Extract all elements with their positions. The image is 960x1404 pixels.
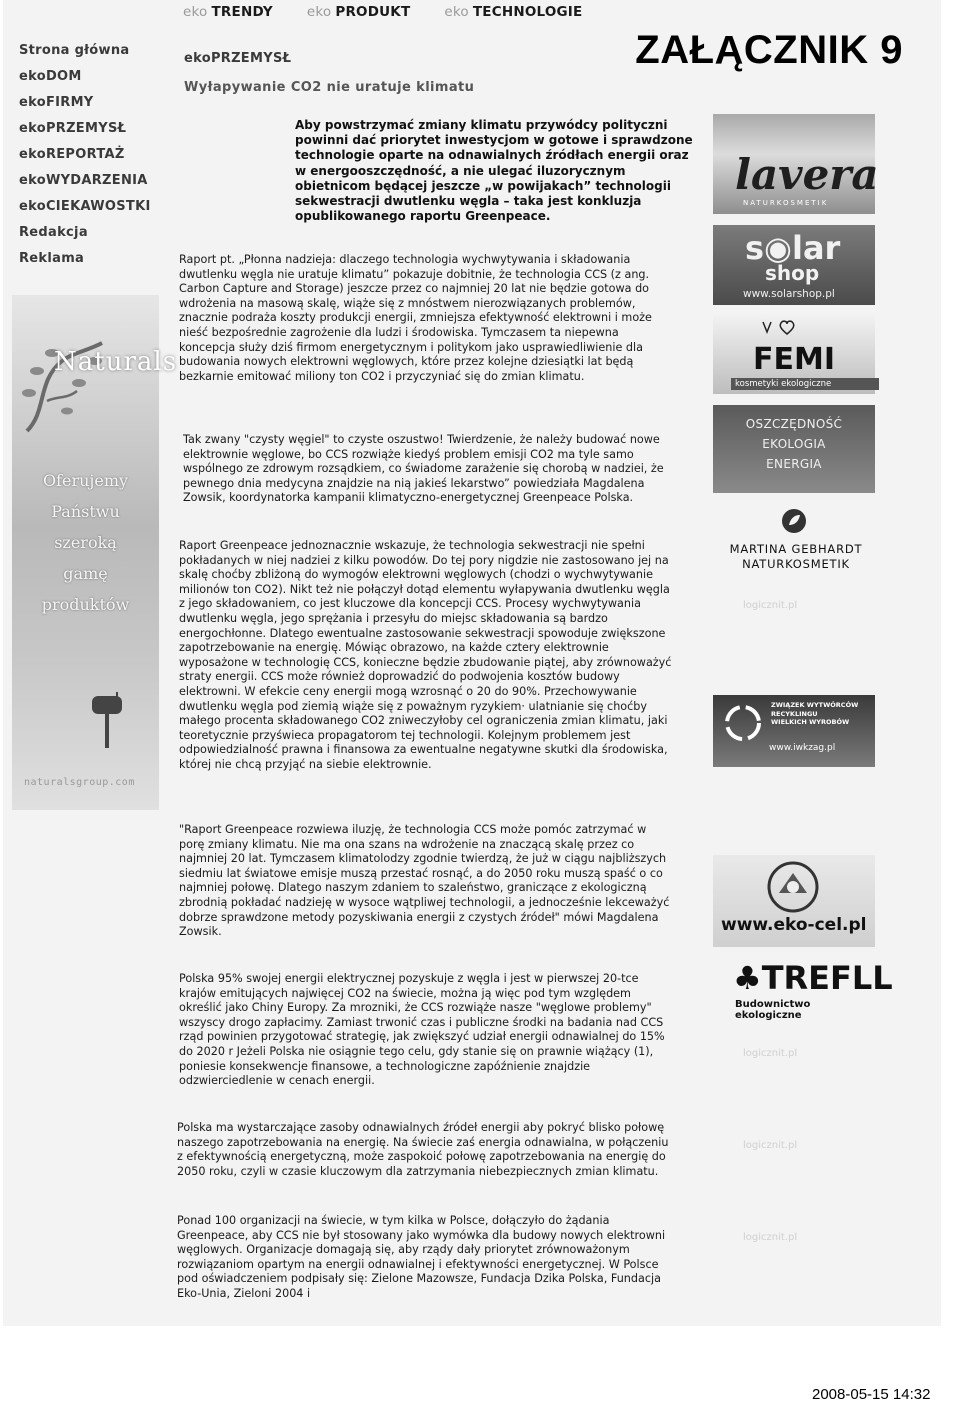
faded-label: logicznit.pl bbox=[743, 600, 798, 611]
femi-subtitle: kosmetyki ekologiczne bbox=[731, 378, 879, 390]
oszcz-line: EKOLOGIA bbox=[762, 437, 826, 451]
solar-logo: s◉lar bbox=[745, 229, 841, 267]
heart-icon bbox=[757, 318, 797, 338]
oszcz-line: OSZCZĘDNOŚĆ bbox=[745, 417, 843, 431]
solar-shop: shop bbox=[765, 261, 820, 285]
ad-femi[interactable] bbox=[713, 312, 875, 394]
femi-logo: FEMI bbox=[753, 342, 836, 377]
ad-recycling[interactable] bbox=[713, 695, 875, 767]
section-title: ekoPRZEMYSŁ bbox=[184, 51, 292, 66]
article-lead: Aby powstrzymać zmiany klimatu przywódcy polityczni powinni dać priorytet inwestycjom w gotowe i sprawdzone technologie oparte na odnawialnych źródłach energii oraz w energooszczędność, a nie ulegać iluzorycznym obietnicom będącej jeszcze „w powijakach” technologii sekwestracji dwutlenku węgla – taka jest konkluzja opublikowanego raportu Greenpeace. bbox=[295, 118, 693, 224]
nav-reklama[interactable]: Reklama bbox=[19, 251, 85, 266]
ad-trefl[interactable] bbox=[713, 957, 893, 1021]
trefl-subtitle: Budownictwo ekologiczne bbox=[735, 999, 811, 1021]
martina-name: MARTINA GEBHARDT NATURKOSMETIK bbox=[729, 542, 863, 571]
nav-strona-glowna[interactable]: Strona główna bbox=[19, 43, 130, 58]
faded-label: logicznit.pl bbox=[743, 1140, 798, 1151]
naturals-logo: Naturals bbox=[54, 347, 178, 377]
left-nav bbox=[19, 43, 179, 277]
mailbox-icon bbox=[90, 690, 124, 750]
article-paragraph: Polska ma wystarczające zasoby odnawialnych źródeł energii aby pokryć blisko połowę naszego zapotrzebowania na energię. Na świecie zaś energia odnawialna, w połączeniu z efektywnością energetyczną, może zaspokoić połowę zapotrzebowania na energię do 2050 roku, czyli w czasie kluczowym dla zatrzymania niebezpiecznych zmian klimatu. bbox=[177, 1121, 669, 1178]
nav-ekodom[interactable]: ekoDOM bbox=[19, 69, 82, 84]
leaf-icon bbox=[781, 508, 807, 534]
article-paragraph: Raport Greenpeace jednoznacznie wskazuje, że technologia sekwestracji nie spełni pokładanych w niej nadziei z kilku powodów. Do tej pory nigdzie nie zastosowano jej na skalę choćby zbliżoną do wymogów elektrowni węglowych (chodzi o wychwytywanie milionów ton CO2). Nikt też nie połączył dotąd elementu wyłapywania dwutlenku węgla z jego składowaniem, co jest kluczowe dla koncepcji CCS. Procesy wychwytywania dwutlenku węgla, jego sprężania i przesyłu do miejsc składowania są bardzo energochłonne. Dlatego ewentualne zastosowanie sekwestracji spowoduje zwiększone zapotrzebowanie na energię. Mówiąc obrazowo, na każde cztery elektrownie wyposażone w technologię CCS, konieczne będzie zbudowanie piątej, aby zrównoważyć straty energii. CCS może również doprowadzić do podwojenia kosztów budowy elektrowni. W efekcie ceny energii mogą wzrosnąć o 20 do 90%. Przechowywanie dwutlenku węgla pod ziemią wiąże się z poważnym ryzykiem· ulatnianie się choćby małego procenta składowanego CO2 zniweczyłoby cel ograniczenia zmian klimatu, jaki teoretycznie przyświeca propagatorom tej technologii. Kolejnym problemem jest odpowiedzialność prawna i finansowa za ewentualne negatywne skutki dla środowiska, której nie chcą przyjąć na siebie elektrownie. bbox=[179, 539, 672, 771]
ad-oszczednosc[interactable] bbox=[713, 405, 875, 493]
nav-ekofirmy[interactable]: ekoFIRMY bbox=[19, 95, 94, 110]
lavera-logo: lavera bbox=[735, 150, 879, 199]
banner-url: naturalsgroup.com bbox=[24, 777, 135, 788]
nav-ekoreportaz[interactable]: ekoREPORTAŻ bbox=[19, 147, 125, 162]
article-paragraph: Raport pt. „Płonna nadzieja: dlaczego technologia wychwytywania i składowania dwutlenku węgla nie uratuje klimatu” pokazuje dobitnie, że technologia CCS (z ang. Carbon Capture and Storage) jeszcze przez co najmniej 20 lat nie będzie gotowa do wdrożenia na masową skalę, wiąże się z mnóstwem nierozwiązanych problemów, znacznie podraża koszty produkcji energii, zmniejsza efektywność elektrowni i może nieść bezpośrednie zagrożenie dla ludzi i środowiska. Tymczasem ta niepewna koncepcja służy dziś firmom energetycznym i politykom jako usprawiedliwienie dla budowania nowych elektrowni węglowych, które przez kolejne dziesiątki lat będą bezkarnie emitować miliony ton CO2 i przyczyniać się do zmian klimatu. bbox=[179, 253, 652, 383]
recycling-url: www.iwkzag.pl bbox=[769, 743, 836, 753]
naturals-banner[interactable] bbox=[12, 295, 178, 810]
trefl-logo: ♣TREFLL bbox=[733, 959, 893, 997]
ad-eko-cel[interactable] bbox=[713, 855, 875, 947]
top-nav-technologie[interactable]: eko TECHNOLOGIE bbox=[444, 4, 583, 20]
article-paragraph: Polska 95% swojej energii elektrycznej pozyskuje z węgla i jest w pierwszej 20-tce krajów emitujących najwięcej CO2 na świecie, można ją więc pod tym względem określić jako Chiny Europy. Za mrozniki, że CCS rozwiąże nasze "węglowe problemy" wszyscy drogo zapłacimy. Zamiast trwonić czas i publiczne środki na badania nad CCS rząd powinien przygotować strategię, jak zwiększyć udział energii odnawialnej do 15% do 2020 r Jeżeli Polska nie osiągnie tego celu, gdy stanie się on prawnie wiążący (1), poniesie konsekwencje finansowe, a technologiczne zapóźnienie znajdzie odzwierciedlenie w cenach energii. bbox=[179, 972, 665, 1088]
ekocentrum-logo-icon bbox=[753, 857, 833, 917]
faded-label: logicznit.pl bbox=[743, 1048, 798, 1059]
clover-icon: ♣ bbox=[733, 959, 762, 997]
lavera-subtitle: NATURKOSMETIK bbox=[743, 199, 829, 207]
ad-solarshop[interactable] bbox=[713, 225, 875, 305]
article-paragraph: Ponad 100 organizacji na świecie, w tym kilka w Polsce, dołączyło do żądania Greenpeace, aby CCS nie był stosowany jako wymówka dla budowy nowych elektrowni węglowych. Organizacje domagają się, aby rządy dały priorytet zrównoważonym rozwiązaniom opartym na energii odnawialnej i efektywności energetycznej. W Polsce pod oświadczeniem podpisały się: Zielone Mazowsze, Fundacja Dzika Polska, Fundacja Eko-Unia, Zieloni 2004 i bbox=[177, 1214, 666, 1300]
nav-ekowydarzenia[interactable]: ekoWYDARZENIA bbox=[19, 173, 148, 188]
attachment-label: ZAŁĄCZNIK 9 bbox=[635, 28, 903, 72]
article-title: Wyłapywanie CO2 nie uratuje klimatu bbox=[184, 80, 475, 95]
nav-ekoprzemysl[interactable]: ekoPRZEMYSŁ bbox=[19, 121, 127, 136]
eko-url: www.eko-cel.pl bbox=[721, 915, 867, 935]
top-nav-trendy[interactable]: eko TRENDY bbox=[183, 4, 273, 20]
article-paragraph: Tak zwany "czysty węgiel" to czyste oszustwo! Twierdzenie, że należy budować nowe elektrownie węglowe, bo CCS rozwiąże kiedyś problem emisji CO2 ma tyle samo wspólnego ze zdrowym rozsądkiem, co świadome zarażenie się chorobą w nadziei, że pewnego dnia medycyna znajdzie na nią jakieś lekarstwo” powiedziała Magdalena Zowsik, koordynatorka kampanii klimatyczno-energetycznej Greenpeace Polska. bbox=[183, 433, 664, 505]
top-nav bbox=[183, 4, 582, 20]
recycle-icon bbox=[723, 703, 763, 743]
solar-url: www.solarshop.pl bbox=[743, 288, 835, 300]
recycling-text: ZWIĄZEK WYTWÓRCÓW RECYKLINGU WIELKICH WYROBÓW bbox=[771, 701, 859, 726]
scanned-page bbox=[3, 0, 941, 1326]
article-paragraph: "Raport Greenpeace rozwiewa iluzję, że technologia CCS może pomóc zatrzymać w porę zmiany klimatu. Nie ma ona szans na wdrożenie na znaczącą skalę przez co najmniej 20 lat. Tymczasem klimatolodzy zgodnie twierdzą, że już w ciągu najbliższych siedmiu lat światowe emisje muszą przestać rosnąć, a do 2050 roku muszą spaść o co najmniej połowę. Dlatego naszym zdaniem to szaleństwo, graniczące z ekologiczną zbrodnią pokładać nadzieję w wysoce wątpliwej technologii, a jednocześnie lekceważyć dobrze sprawdzone metody pozyskiwania energii z czystych źródeł" mówi Magdalena Zowsik. bbox=[179, 823, 670, 939]
faded-label: logicznit.pl bbox=[743, 1232, 798, 1243]
oszcz-line: ENERGIA bbox=[766, 457, 822, 471]
ad-martina-gebhardt[interactable] bbox=[713, 500, 875, 580]
banner-copy: Oferujemy Państwu szeroką gamę produktów bbox=[41, 471, 130, 614]
top-nav-produkt[interactable]: eko PRODUKT bbox=[306, 4, 411, 20]
nav-ekociekawostki[interactable]: ekoCIEKAWOSTKI bbox=[19, 199, 151, 214]
ad-lavera[interactable] bbox=[713, 114, 879, 214]
nav-redakcja[interactable]: Redakcja bbox=[19, 225, 88, 240]
print-timestamp: 2008-05-15 14:32 bbox=[812, 1386, 931, 1403]
